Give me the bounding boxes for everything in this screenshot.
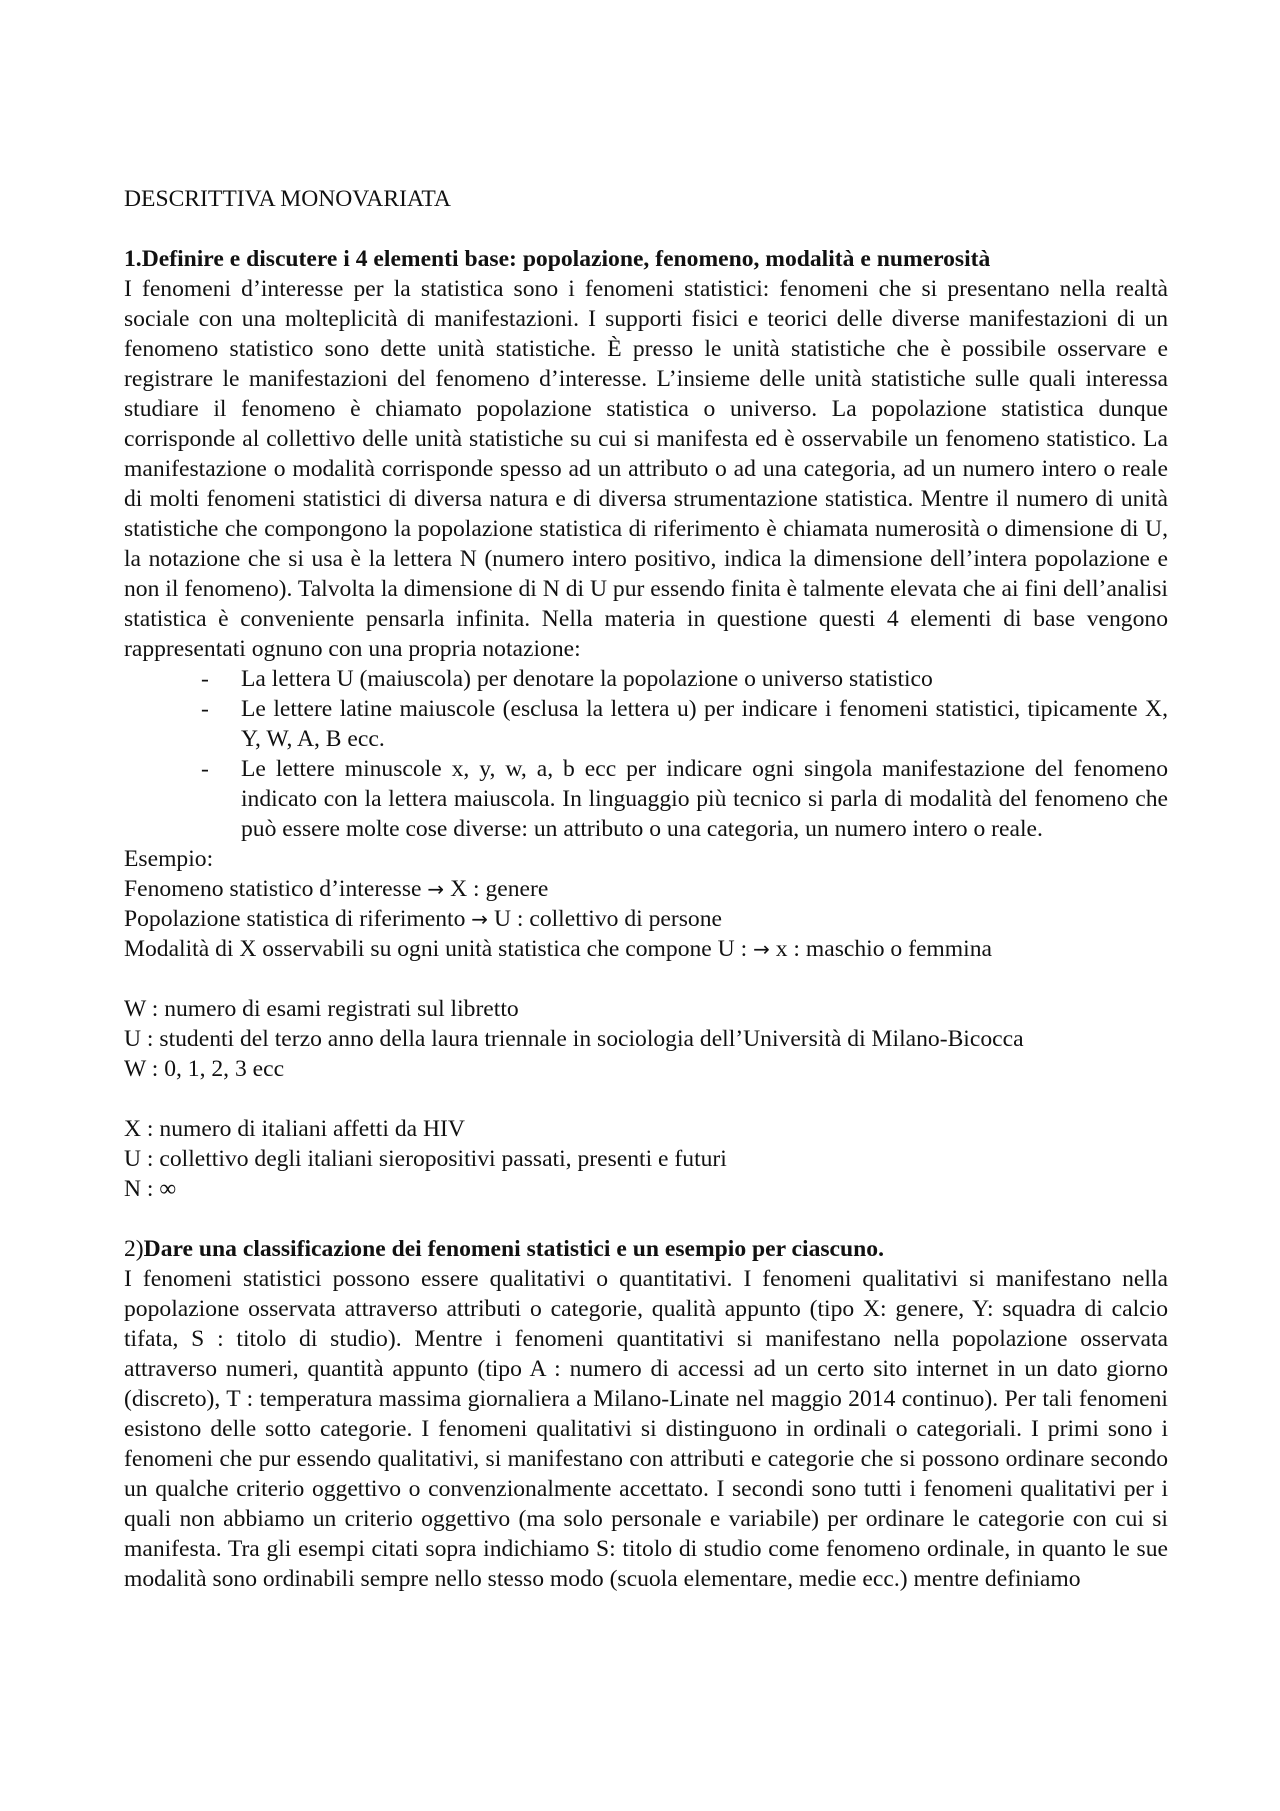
list-item-text: La lettera U (maiuscola) per denotare la popolazione o universo statistico [241,666,933,692]
example-text: Popolazione statistica di riferimento [124,906,466,932]
spacer [124,964,1168,994]
section-2-number: 2) [124,1236,144,1262]
spacer [124,1204,1168,1234]
list-item [124,664,1168,694]
notation-list [124,664,1168,844]
example-line: U : collettivo degli italiani sieropositivi passati, presenti e futuri [124,1146,727,1172]
example-label: Esempio: [124,846,214,872]
example-line [124,934,1168,964]
section-1-paragraph: I fenomeni d’interesse per la statistica sono i fenomeni statistici: fenomeni che si presentano nella realtà sociale con una molteplicità di manifestazioni. I supporti fisici e teorici delle diverse manifestazioni di un fenomeno statistico sono dette unità statistiche. È presso le unità statistiche che è possibile osservare e registrare le manifestazioni del fenomeno d’interesse. L’insieme delle unità statistiche sulle quali interessa studiare il fenomeno è chiamato popolazione statistica o universo. La popolazione statistica dunque corrisponde al collettivo delle unità statistiche su cui si manifesta ed è osservabile un fenomeno statistico. La manifestazione o modalità corrisponde spesso ad un attributo o ad una categoria, ad un numero intero o reale di molti fenomeni statistici di diversa natura e di diversa strumentazione statistica. Mentre il numero di unità statistiche che compongono la popolazione statistica di riferimento è chiamata numerosità o dimensione di U, la notazione che si usa è la lettera N (numero intero positivo, indica la dimensione dell’intera popolazione e non il fenomeno). Talvolta la dimensione di N di U pur essendo finita è talmente elevata che ai fini dell’analisi statistica è conveniente pensarla infinita. Nella materia in questione questi 4 elementi di base vengono rappresentati ognuno con una propria notazione: [124,276,1168,662]
document-page [124,184,1168,1594]
example-text: Modalità di X osservabili su ogni unità statistica che compone U : [124,936,748,962]
example-text: Fenomeno statistico d’interesse [124,876,422,902]
example-line: W : numero di esami registrati sul libretto [124,996,519,1022]
bullet-dash: - [201,666,209,692]
example-text: X : genere [450,876,549,902]
example-line: N : ∞ [124,1176,177,1202]
example-line: U : studenti del terzo anno della laura triennale in sociologia dell’Università di Milano-Bicocca [124,1026,1024,1052]
example-line: X : numero di italiani affetti da HIV [124,1116,465,1142]
arrow-right-icon: → [427,877,445,901]
list-item-text: Le lettere minuscole x, y, w, a, b ecc per indicare ogni singola manifestazione del fenomeno indicato con la lettera maiuscola. In linguaggio più tecnico si parla di modalità del fenomeno che può essere molte cose diverse: un attributo o una categoria, un numero intero o reale. [241,756,1168,842]
example-line: W : 0, 1, 2, 3 ecc [124,1056,285,1082]
section-1-heading: 1.Definire e discutere i 4 elementi base: popolazione, fenomeno, modalità e numerosità [124,246,991,272]
bullet-dash: - [201,756,209,782]
list-item-text: Le lettere latine maiuscole (esclusa la lettera u) per indicare i fenomeni statistici, tipicamente X, Y, W, A, B ecc. [241,696,1168,752]
example-line [124,904,1168,934]
arrow-right-icon: → [471,907,489,931]
arrow-right-icon: → [753,937,770,961]
list-item [124,694,1168,754]
section-2-heading-text: Dare una classificazione dei fenomeni statistici e un esempio per ciascuno. [143,1236,884,1262]
bullet-dash: - [201,696,209,722]
example-text: x : maschio o femmina [775,936,992,962]
spacer [124,1084,1168,1114]
example-text: U : collettivo di persone [493,906,722,932]
example-line [124,874,1168,904]
document-title: DESCRITTIVA MONOVARIATA [124,186,451,212]
section-2-paragraph: I fenomeni statistici possono essere qualitativi o quantitativi. I fenomeni qualitativi si manifestano nella popolazione osservata attraverso attributi o categorie, qualità appunto (tipo X: genere, Y: squadra di calcio tifata, S : titolo di studio). Mentre i fenomeni quantitativi si manifestano nella popolazione osservata attraverso numeri, quantità appunto (tipo A : numero di accessi ad un certo sito internet in un dato giorno (discreto), T : temperatura massima giornaliera a Milano-Linate nel maggio 2014 continuo). Per tali fenomeni esistono delle sotto categorie. I fenomeni qualitativi si distinguono in ordinali o categoriali. I primi sono i fenomeni che pur essendo qualitativi, si manifestano con attributi e categorie che si possono ordinare secondo un qualche criterio oggettivo o convenzionalmente accettato. I secondi sono tutti i fenomeni qualitativi per i quali non abbiamo un criterio oggettivo (ma solo personale e variabile) per ordinare le categorie con cui si manifesta. Tra gli esempi citati sopra indichiamo S: titolo di studio come fenomeno ordinale, in quanto le sue modalità sono ordinabili sempre nello stesso modo (scuola elementare, medie ecc.) mentre definiamo [124,1266,1168,1592]
section-2-heading [124,1234,1168,1264]
list-item [124,754,1168,844]
